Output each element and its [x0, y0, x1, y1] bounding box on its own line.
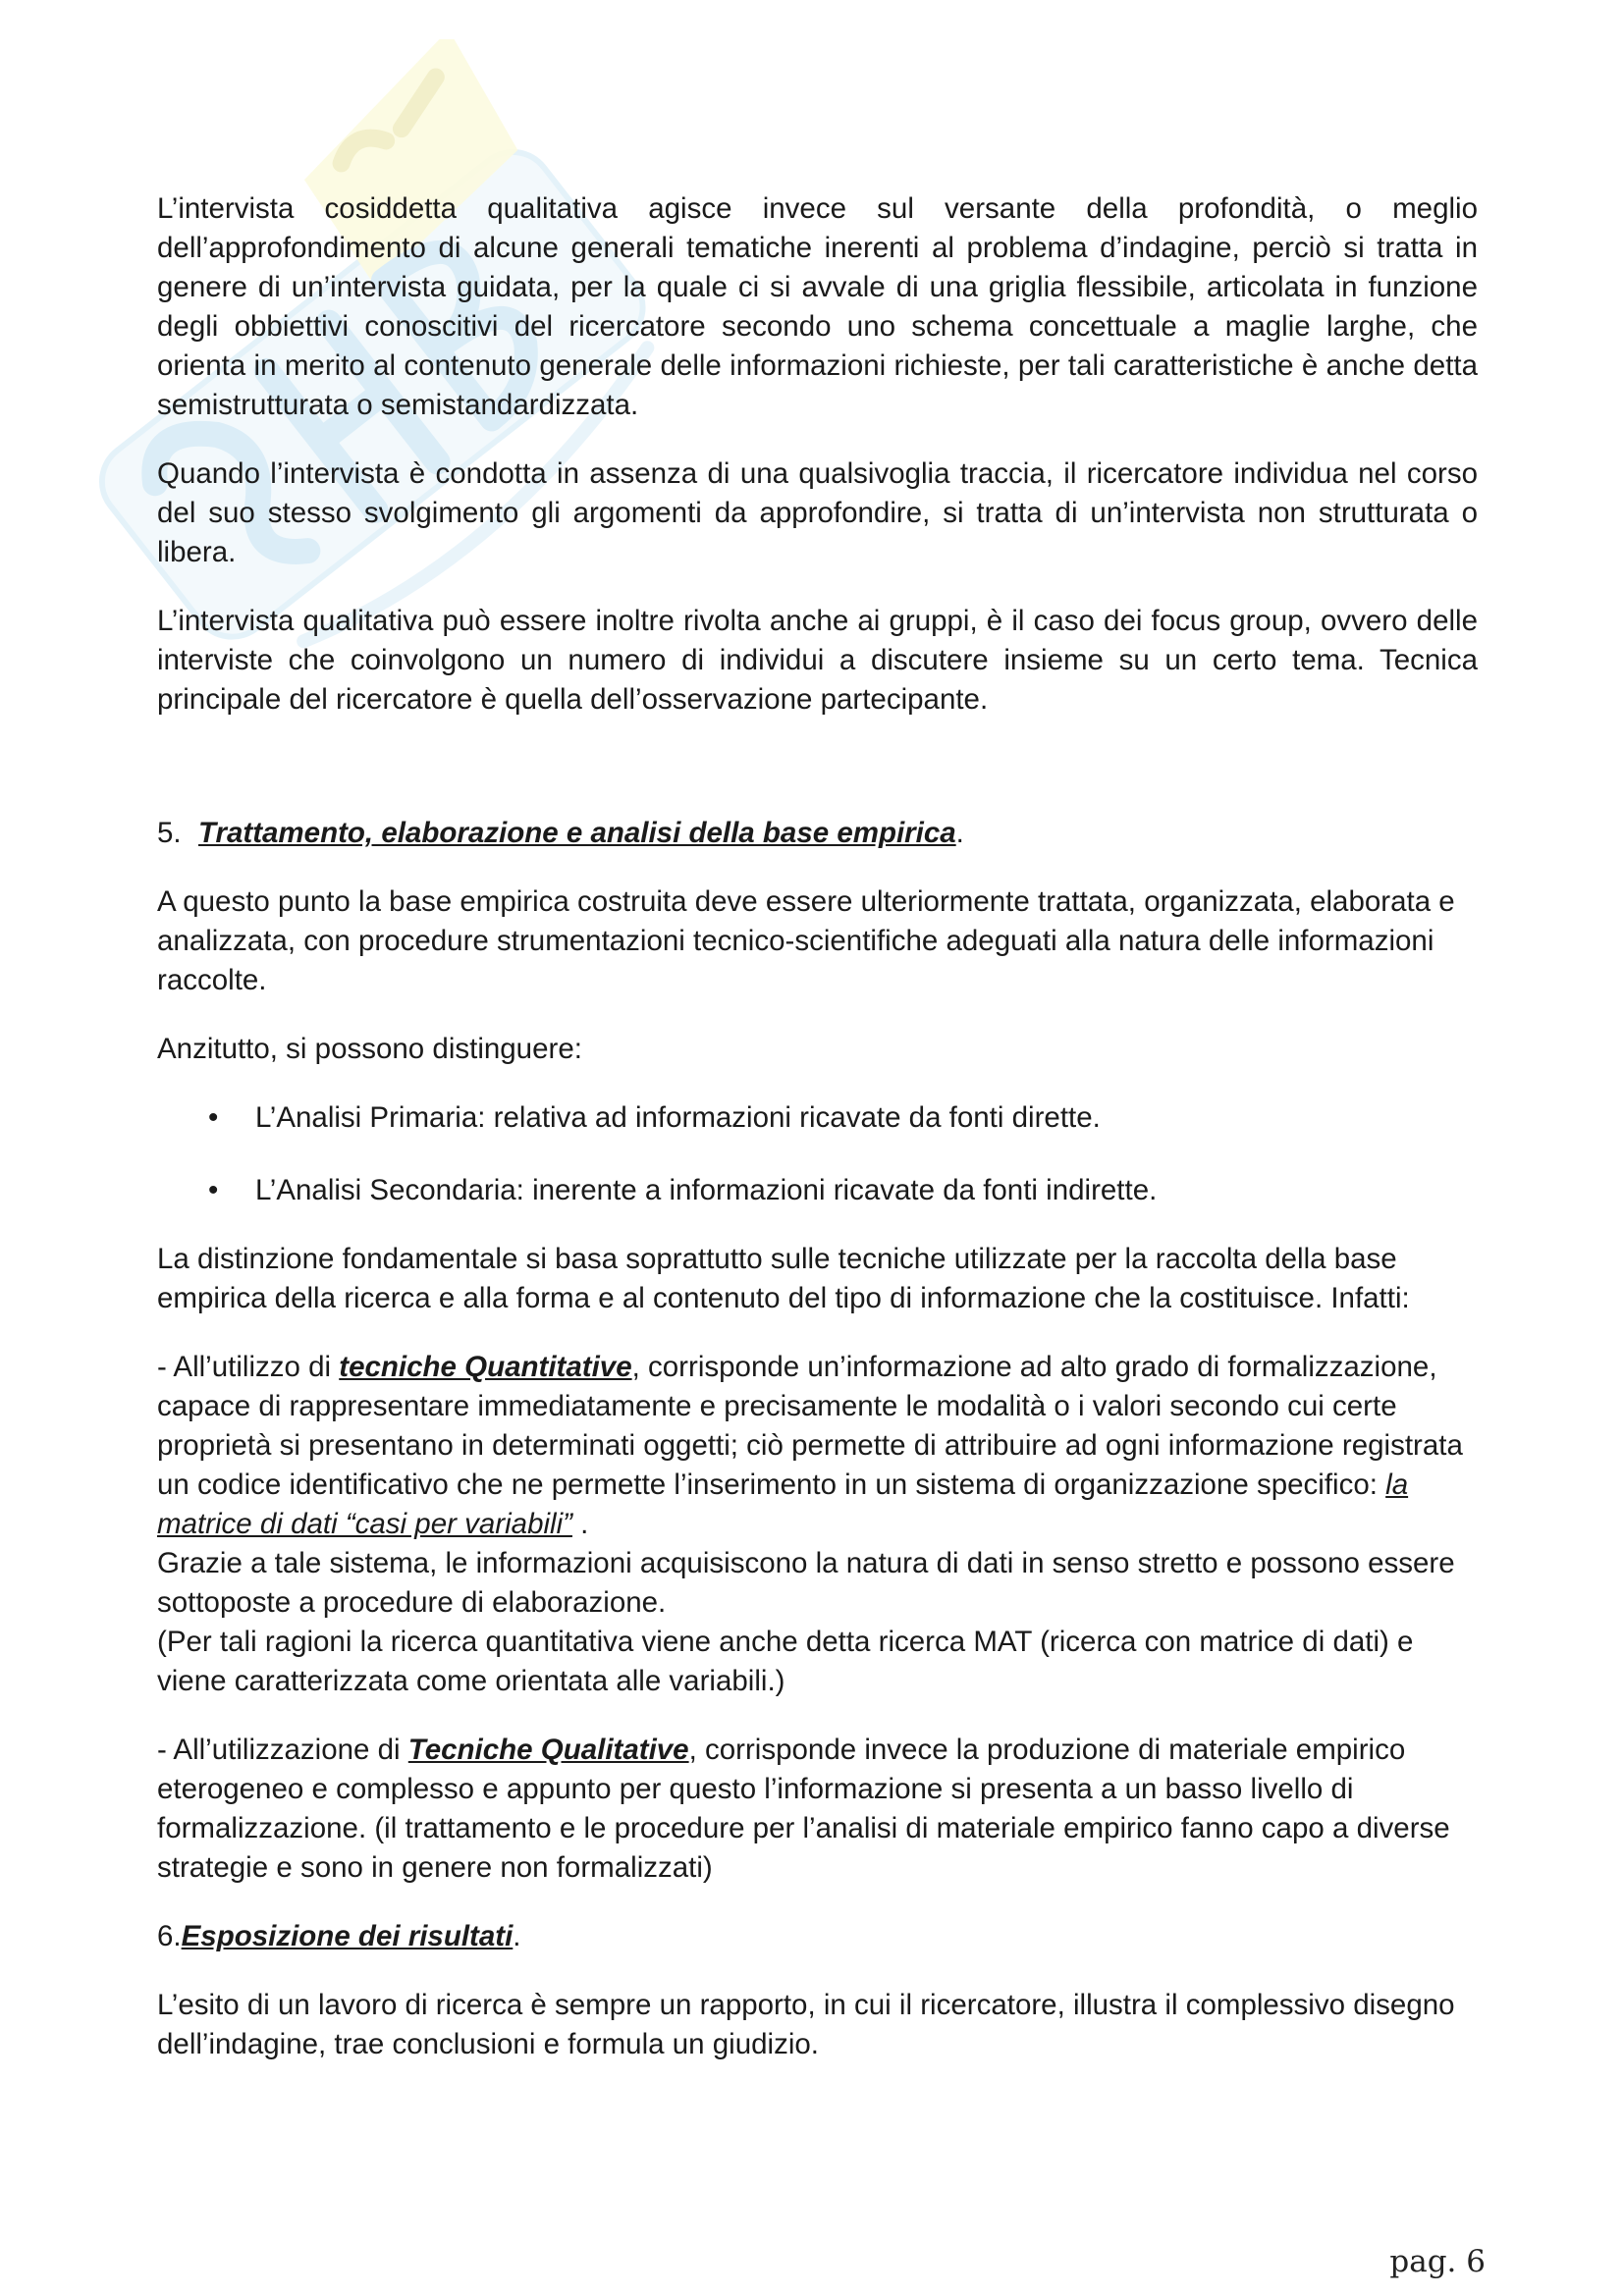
- section-title: Trattamento, elaborazione e analisi della base empirica: [198, 817, 956, 849]
- paragraph: Grazie a tale sistema, le informazioni acquisiscono la natura di dati in senso stretto e possono essere sottoposte a procedure di elaborazione.: [157, 1547, 1455, 1619]
- bullet-list: [157, 1098, 1478, 1210]
- document-body: [157, 189, 1478, 2064]
- bullet-icon: •: [208, 1174, 219, 1206]
- list-item: [157, 1171, 1478, 1210]
- paragraph: L’esito di un lavoro di ricerca è sempre un rapporto, in cui il ricercatore, illustra il complessivo disegno dell’indagine, trae conclusioni e formula un giudizio.: [157, 1989, 1455, 2060]
- page-number: pag. 6: [1389, 2244, 1486, 2279]
- paragraph-quantitative: [157, 1348, 1478, 1544]
- list-item-text: L’Analisi Primaria: relativa ad informazioni ricavate da fonti dirette.: [255, 1101, 1101, 1134]
- text-run: - All’utilizzazione di: [157, 1734, 408, 1766]
- paragraph-qualitative: [157, 1731, 1478, 1888]
- section-number: 6.: [157, 1920, 182, 1952]
- paragraph: A questo punto la base empirica costruita deve essere ulteriormente trattata, organizzata, elaborata e analizzata, con procedure strumentazioni tecnico-scientifiche adeguati alla natura delle informazioni raccolte.: [157, 885, 1455, 996]
- list-item-text: L’Analisi Secondaria: inerente a informazioni ricavate da fonti indirette.: [255, 1174, 1158, 1206]
- section-heading-6: [157, 1917, 1478, 1956]
- bullet-icon: •: [208, 1101, 219, 1134]
- text-run: - All’utilizzo di: [157, 1351, 340, 1383]
- paragraph: La distinzione fondamentale si basa soprattutto sulle tecniche utilizzate per la raccolta della base empirica della ricerca e alla forma e al contenuto del tipo di informazione che la costituisce. Infatti:: [157, 1243, 1410, 1314]
- text-run: , corrisponde un’informazione ad alto grado di formalizzazione, capace di rappresentare immediatamente e precisamente le modalità o i valori secondo cui certe proprietà si presentano in determinati oggetti; ciò permette di attribuire ad ogni informazione registrata un codice identificativo che ne permette l’inserimento in un sistema di organizzazione specifico:: [157, 1351, 1463, 1501]
- keyword-quantitative: tecniche Quantitative: [339, 1351, 632, 1383]
- paragraph: L’intervista qualitativa può essere inoltre rivolta anche ai gruppi, è il caso dei focus group, ovvero delle interviste che coinvolgono un numero di individui a discutere insieme su un certo tema. Tecnica principale del ricercatore è quella dell’osservazione partecipante.: [157, 605, 1478, 716]
- section-title-end: .: [513, 1920, 521, 1952]
- list-item: [157, 1098, 1478, 1138]
- matrix-link[interactable]: la matrice di dati “casi per variabili”: [157, 1468, 1409, 1540]
- paragraph: L’intervista cosiddetta qualitativa agisce invece sul versante della profondità, o meglio dell’approfondimento di alcune generali tematiche inerenti al problema d’indagine, perciò si tratta in genere di un’intervista guidata, per la quale ci si avvale di una griglia flessibile, articolata in funzione degli obbiettivi conoscitivi del ricercatore secondo uno schema concettuale a maglie larghe, che orienta in merito al contenuto generale delle informazioni richieste, per tali caratteristiche è anche detta semistrutturata o semistandardizzata.: [157, 192, 1478, 421]
- paragraph: Anzitutto, si possono distinguere:: [157, 1033, 582, 1065]
- section-title: Esposizione dei risultati: [181, 1920, 514, 1952]
- keyword-qualitative: Tecniche Qualitative: [407, 1734, 689, 1766]
- section-title-end: .: [955, 817, 964, 849]
- section-number: 5.: [157, 817, 182, 849]
- text-run: .: [571, 1508, 589, 1540]
- text-run: , corrisponde invece la produzione di materiale empirico eterogeneo e complesso e appunto per questo l’informazione si presenta a un basso livello di formalizzazione. (il trattamento e le procedure per l’analisi di materiale empirico fanno capo a diverse strategie e sono in genere non formalizzati): [157, 1734, 1450, 1884]
- paragraph: (Per tali ragioni la ricerca quantitativa viene anche detta ricerca MAT (ricerca con matrice di dati) e viene caratterizzata come orientata alle variabili.): [157, 1626, 1414, 1697]
- section-heading-5: [157, 814, 1478, 853]
- paragraph: Quando l’intervista è condotta in assenza di una qualsivoglia traccia, il ricercatore individua nel corso del suo stesso svolgimento gli argomenti da approfondire, si tratta di un’intervista non strutturata o libera.: [157, 457, 1478, 568]
